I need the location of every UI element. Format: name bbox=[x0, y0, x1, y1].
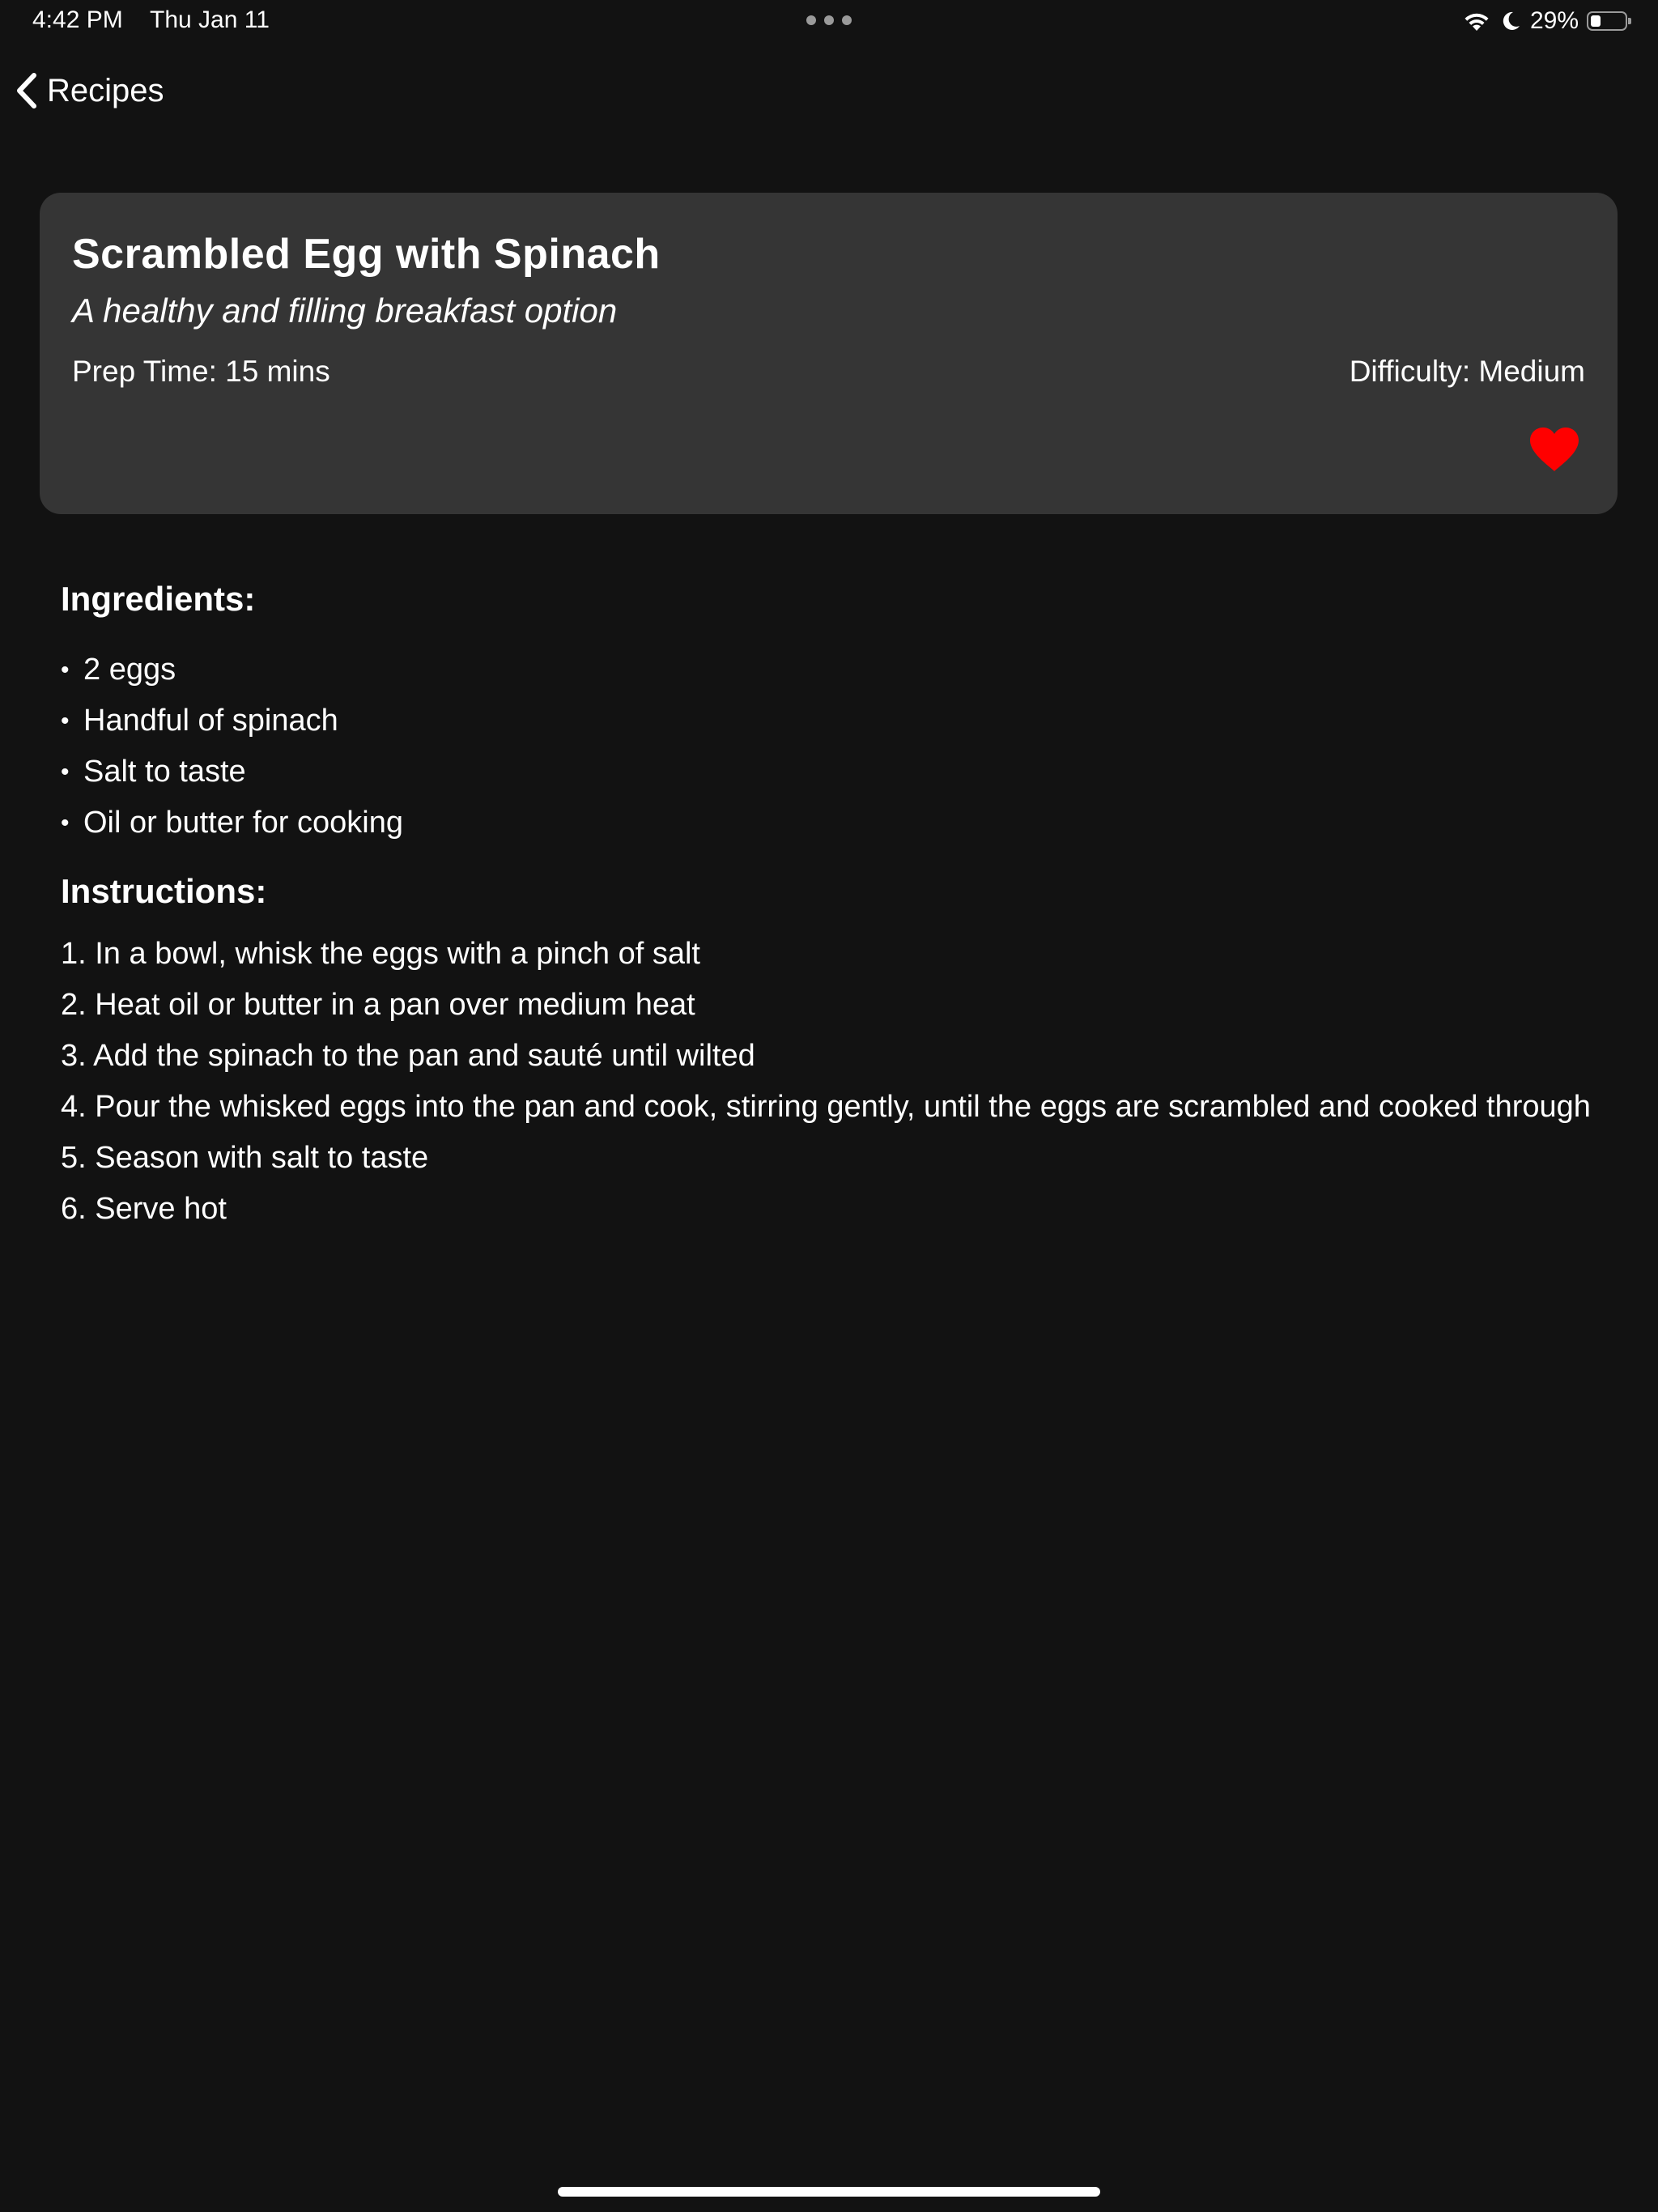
dot-icon bbox=[824, 15, 834, 25]
prep-time: Prep Time: 15 mins bbox=[72, 355, 330, 388]
bullet: • bbox=[61, 657, 70, 683]
heart-icon bbox=[1528, 426, 1580, 473]
bullet: • bbox=[61, 708, 70, 734]
dot-icon bbox=[842, 15, 852, 25]
recipe-title: Scrambled Egg with Spinach bbox=[72, 231, 661, 278]
status-date: Thu Jan 11 bbox=[150, 6, 270, 33]
ingredients-list bbox=[61, 644, 403, 849]
recipe-header-card bbox=[40, 193, 1618, 514]
recipe-subtitle: A healthy and filling breakfast option bbox=[72, 291, 618, 330]
battery-tip bbox=[1628, 18, 1631, 24]
instruction-step: 2. Heat oil or butter in a pan over medium heat bbox=[61, 988, 695, 1022]
ingredient-text: Salt to taste bbox=[83, 755, 246, 789]
chevron-left-icon bbox=[15, 72, 39, 109]
ingredient-text: 2 eggs bbox=[83, 653, 176, 687]
list-item bbox=[61, 644, 403, 696]
battery-icon bbox=[1587, 11, 1627, 31]
ingredients-heading: Ingredients: bbox=[61, 580, 256, 618]
ingredient-text: Handful of spinach bbox=[83, 704, 338, 738]
back-button-label: Recipes bbox=[47, 72, 164, 108]
home-indicator[interactable] bbox=[558, 2187, 1100, 2197]
dot-icon bbox=[806, 15, 816, 25]
instructions-heading: Instructions: bbox=[61, 872, 267, 910]
moon-icon bbox=[1499, 10, 1522, 32]
instruction-step: 3. Add the spinach to the pan and sauté until wilted bbox=[61, 1039, 755, 1073]
multitasking-menu[interactable] bbox=[806, 15, 852, 27]
list-item bbox=[61, 747, 403, 798]
battery-level bbox=[1591, 15, 1601, 27]
status-indicators bbox=[1462, 5, 1627, 37]
instruction-step: 5. Season with salt to taste bbox=[61, 1141, 429, 1175]
bullet: • bbox=[61, 759, 70, 785]
list-item bbox=[61, 696, 403, 747]
battery-percentage: 29% bbox=[1529, 7, 1579, 34]
back-button[interactable] bbox=[15, 68, 164, 113]
list-item bbox=[61, 798, 403, 849]
instruction-step: 1. In a bowl, whisk the eggs with a pinch of salt bbox=[61, 937, 700, 971]
status-bar bbox=[0, 0, 1658, 44]
instruction-step: 4. Pour the whisked eggs into the pan and cook, stirring gently, until the eggs are scrambled and cooked through bbox=[61, 1090, 1591, 1124]
favorite-button[interactable] bbox=[1528, 426, 1580, 473]
instructions-list bbox=[61, 937, 1599, 1243]
instruction-step: 6. Serve hot bbox=[61, 1192, 227, 1226]
difficulty: Difficulty: Medium bbox=[1349, 355, 1585, 388]
ingredient-text: Oil or butter for cooking bbox=[83, 806, 403, 840]
wifi-icon bbox=[1462, 10, 1491, 32]
bullet: • bbox=[61, 810, 70, 836]
status-time: 4:42 PM bbox=[32, 6, 123, 33]
